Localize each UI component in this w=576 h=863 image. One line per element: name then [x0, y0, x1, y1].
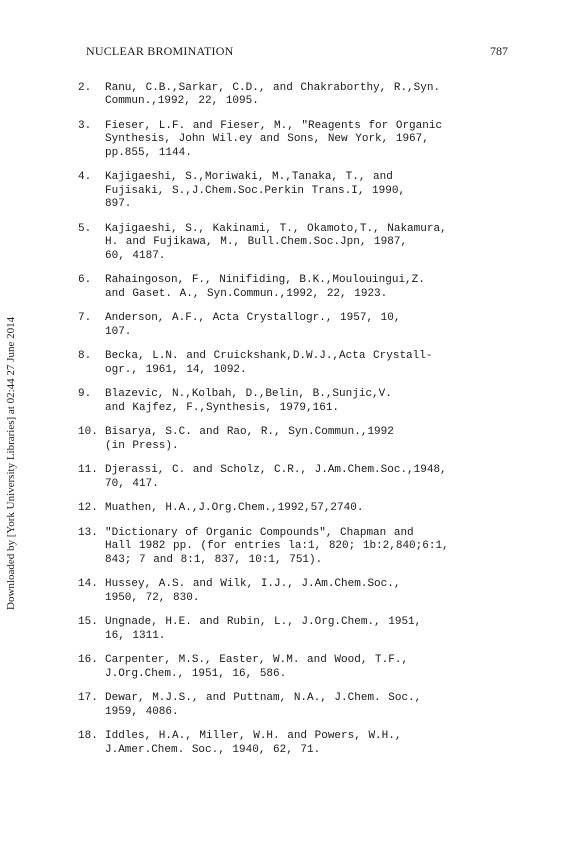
reference-item: [78, 527, 518, 567]
reference-text: Rahaingoson, F., Ninifiding, B.K.,Moulouingui,Z. and Gaset. A., Syn.Commun.,1992, 22, 1923.: [105, 274, 425, 300]
reference-item: [78, 274, 518, 301]
reference-text: Hussey, A.S. and Wilk, I.J., J.Am.Chem.Soc., 1950, 72, 830.: [105, 578, 401, 604]
reference-number: 16.: [78, 654, 98, 667]
reference-number: 6.: [78, 274, 92, 287]
reference-text: Bisarya, S.C. and Rao, R., Syn.Commun.,1992 (in Press).: [105, 426, 394, 452]
reference-number: 3.: [78, 120, 92, 132]
reference-item: [78, 388, 518, 415]
reference-number: 14.: [78, 578, 98, 591]
reference-text: Kajigaeshi, S., Kakinami, T., Okamoto,T., Nakamura, H. and Fujikawa, M., Bull.Chem.Soc.Jpn, 1987, 60, 4187.: [105, 222, 447, 262]
reference-number: 18.: [78, 730, 98, 743]
reference-item: [78, 464, 518, 491]
reference-text: Djerassi, C. and Scholz, C.R., J.Am.Chem.Soc.,1948, 70, 417.: [105, 464, 447, 490]
reference-item: [78, 120, 518, 160]
reference-text: "Dictionary of Organic Compounds", Chapman and Hall 1982 pp. (for entries la:1, 820; 1b:2,840;6:1, 843; 7 and 8:1, 837, 10:1, 751).: [105, 526, 449, 566]
reference-number: 12.: [78, 502, 98, 515]
reference-text: Kajigaeshi, S.,Moriwaki, M.,Tanaka, T., and Fujisaki, S.,J.Chem.Soc.Perkin Trans.I, 1990, 897.: [105, 171, 406, 211]
reference-item: [78, 350, 518, 377]
reference-number: 4.: [78, 171, 92, 184]
reference-item: [78, 223, 518, 263]
reference-number: 2.: [78, 82, 92, 94]
reference-number: 11.: [78, 464, 98, 477]
reference-text: Carpenter, M.S., Easter, W.M. and Wood, T.F., J.Org.Chem., 1951, 16, 586.: [105, 654, 409, 680]
reference-item: [78, 502, 518, 515]
reference-text: Blazevic, N.,Kolbah, D.,Belin, B.,Sunjic,V. and Kajfez, F.,Synthesis, 1979,161.: [105, 388, 392, 414]
reference-item: [78, 312, 518, 339]
reference-number: 13.: [78, 526, 98, 539]
download-watermark: Downloaded by [York University Libraries] at 02:44 27 June 2014: [5, 316, 17, 610]
reference-item: [78, 616, 518, 643]
reference-item: [78, 171, 518, 211]
reference-item: [78, 82, 518, 109]
reference-list: [78, 82, 518, 768]
reference-number: 15.: [78, 616, 98, 629]
reference-number: 5.: [78, 222, 92, 235]
reference-text: Ungnade, H.E. and Rubin, L., J.Org.Chem., 1951, 16, 1311.: [105, 616, 422, 642]
reference-text: Anderson, A.F., Acta Crystallogr., 1957, 10, 107.: [105, 312, 401, 338]
reference-item: [78, 730, 518, 757]
page-number: 787: [490, 44, 508, 58]
reference-number: 17.: [78, 692, 98, 705]
reference-item: [78, 426, 518, 453]
reference-number: 10.: [78, 426, 98, 439]
reference-text: Dewar, M.J.S., and Puttnam, N.A., J.Chem. Soc., 1959, 4086.: [105, 692, 422, 718]
running-title: NUCLEAR BROMINATION: [86, 44, 234, 58]
reference-text: Fieser, L.F. and Fieser, M., "Reagents for Organic Synthesis, John Wil.ey and Sons, New York, 1967, pp.855, 1144.: [105, 120, 443, 159]
reference-number: 8.: [78, 350, 92, 363]
reference-number: 7.: [78, 312, 92, 325]
reference-item: [78, 654, 518, 681]
reference-item: [78, 578, 518, 605]
reference-number: 9.: [78, 388, 92, 401]
reference-text: Iddles, H.A., Miller, W.H. and Powers, W.H., J.Amer.Chem. Soc., 1940, 62, 71.: [105, 730, 402, 756]
reference-text: Muathen, H.A.,J.Org.Chem.,1992,57,2740.: [105, 502, 364, 515]
reference-text: Becka, L.N. and Cruickshank,D.W.J.,Acta Crystall- ogr., 1961, 14, 1092.: [105, 350, 433, 376]
reference-text: Ranu, C.B.,Sarkar, C.D., and Chakraborthy, R.,Syn. Commun.,1992, 22, 1095.: [105, 82, 441, 108]
reference-item: [78, 692, 518, 719]
